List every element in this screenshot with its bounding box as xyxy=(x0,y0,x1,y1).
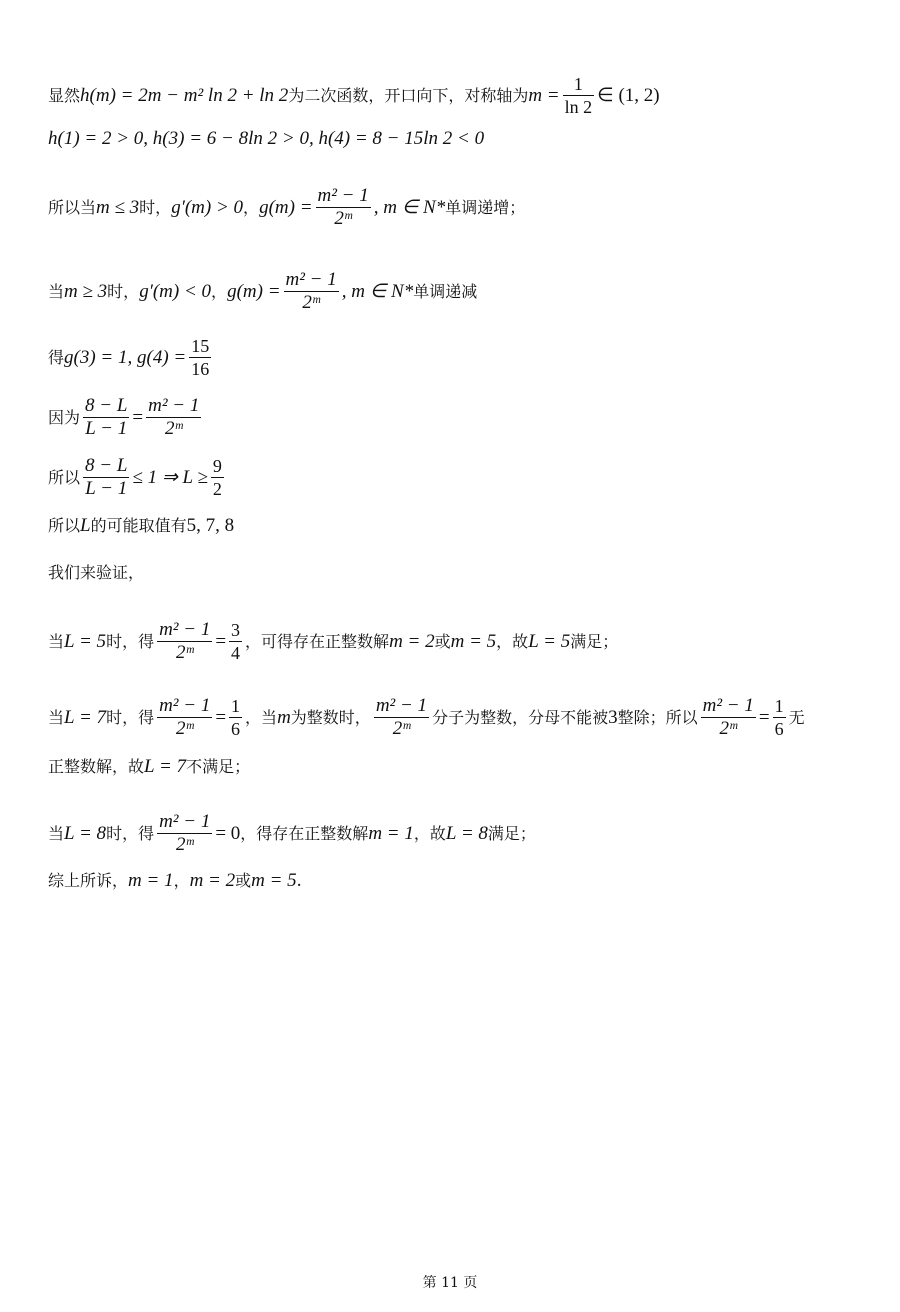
fraction xyxy=(189,336,211,379)
math-expr: ∈ (1, 2) xyxy=(597,84,660,106)
denominator: 2ᵐ xyxy=(175,642,194,663)
text: 时， xyxy=(107,281,140,301)
math-expr: L xyxy=(80,515,91,536)
math-expr: m = 5 xyxy=(251,870,297,891)
denominator: L − 1 xyxy=(85,478,128,499)
fraction xyxy=(229,620,242,663)
math-expr: L = 8 xyxy=(445,822,488,844)
fraction xyxy=(374,696,429,739)
denominator: 2ᵐ xyxy=(175,834,194,855)
math-expr: L = 7 xyxy=(144,756,187,777)
line-summary xyxy=(48,870,860,892)
denominator: 2ᵐ xyxy=(334,208,352,229)
denominator: 16 xyxy=(191,359,210,379)
text: ，得存在正整数解 xyxy=(240,823,369,843)
text: 时，得 xyxy=(106,707,155,727)
numerator: m² − 1 xyxy=(159,695,211,716)
math-expr: L = 5 xyxy=(528,630,571,652)
math-expr: 5, 7, 8 xyxy=(186,515,235,536)
math-expr: = xyxy=(132,406,144,428)
line-g-values xyxy=(48,336,860,379)
numerator: 8 − L xyxy=(85,455,128,476)
numerator: 3 xyxy=(231,620,241,640)
math-expr: , m ∈ N* xyxy=(341,280,414,302)
numerator: 1 xyxy=(573,74,583,94)
math-expr: m ≥ 3 xyxy=(64,280,108,302)
math-expr: g′(m) < 0 xyxy=(139,280,212,302)
fraction xyxy=(83,456,129,499)
text: 当 xyxy=(48,631,65,651)
text: 的可能取值有 xyxy=(90,516,187,535)
numerator: 9 xyxy=(212,456,222,476)
fraction xyxy=(146,396,201,439)
denominator: L − 1 xyxy=(85,418,128,439)
numerator: 15 xyxy=(191,336,210,356)
fraction xyxy=(701,696,756,739)
line-inequality xyxy=(48,456,860,499)
text: 显然 xyxy=(48,85,81,105)
math-expr: m = 1 xyxy=(368,822,414,844)
text: 不满足； xyxy=(186,757,251,776)
text: 所以 xyxy=(48,467,81,487)
text: ，故 xyxy=(413,823,446,843)
line-decreasing xyxy=(48,270,860,313)
text: 无 xyxy=(788,707,805,727)
text: 时， xyxy=(139,197,172,217)
fraction xyxy=(157,696,212,739)
numerator: m² − 1 xyxy=(317,185,369,206)
math-expr: . xyxy=(296,870,302,891)
text: 综上所诉， xyxy=(48,871,129,890)
denominator: ln 2 xyxy=(564,97,593,117)
math-expr: ≤ 1 ⇒ L ≥ xyxy=(132,466,208,488)
line-possible-values xyxy=(48,515,860,537)
math-expr: , m ∈ N* xyxy=(373,196,446,218)
text: 时，得 xyxy=(106,631,155,651)
numerator: m² − 1 xyxy=(159,619,211,640)
text: 满足； xyxy=(570,631,619,651)
text: 因为 xyxy=(48,407,81,427)
fraction xyxy=(316,186,371,229)
numerator: m² − 1 xyxy=(159,811,211,832)
math-expr: = xyxy=(215,630,227,652)
fraction xyxy=(773,696,786,739)
math-expr: g(3) = 1, g(4) = xyxy=(64,346,187,368)
math-expr: g(m) = xyxy=(227,280,281,302)
text: ，可得存在正整数解 xyxy=(245,631,390,651)
fraction xyxy=(157,812,212,855)
fraction xyxy=(157,620,212,663)
math-expr: L = 7 xyxy=(64,706,107,728)
math-expr: m = 2 xyxy=(389,630,435,652)
text: 满足； xyxy=(487,823,536,843)
text: 正整数解，故 xyxy=(48,757,145,776)
denominator: 6 xyxy=(774,719,784,739)
numerator: 1 xyxy=(231,696,241,716)
text: 分子为整数，分母不能被 xyxy=(432,707,609,727)
line-h-values xyxy=(48,128,860,150)
math-expr: h(1) = 2 > 0, h(3) = 6 − 8ln 2 > 0, h(4) = 8 − 15ln 2 < 0 xyxy=(48,128,485,149)
text: ， xyxy=(211,281,228,301)
numerator: 8 − L xyxy=(85,395,128,416)
denominator: 2 xyxy=(212,479,222,499)
text: 单调递增； xyxy=(445,197,526,217)
text: 或 xyxy=(434,631,451,651)
fraction xyxy=(83,396,129,439)
page-number: 第 11 页 xyxy=(422,1275,478,1291)
math-expr: = xyxy=(758,706,770,728)
text: 时，得 xyxy=(106,823,155,843)
numerator: m² − 1 xyxy=(148,395,200,416)
text: 所以 xyxy=(48,516,81,535)
fraction xyxy=(211,456,224,499)
text: ， xyxy=(243,197,260,217)
text: ， xyxy=(173,871,190,890)
text: 或 xyxy=(235,871,252,890)
denominator: 2ᵐ xyxy=(302,292,320,313)
numerator: m² − 1 xyxy=(285,269,337,290)
text: 所以当 xyxy=(48,197,97,217)
text: 当 xyxy=(48,281,65,301)
math-expr: h(m) = 2m − m² ln 2 + ln 2 xyxy=(80,84,289,106)
text: 当 xyxy=(48,707,65,727)
math-expr: m xyxy=(277,706,291,728)
numerator: m² − 1 xyxy=(702,695,754,716)
line-verify xyxy=(48,562,860,584)
line-symmetry-axis xyxy=(48,74,860,117)
denominator: 2ᵐ xyxy=(175,718,194,739)
line-l7-conclusion xyxy=(48,756,860,778)
line-case-l8 xyxy=(48,812,860,855)
denominator: 4 xyxy=(231,643,241,663)
math-expr: L = 5 xyxy=(64,630,107,652)
math-expr: g(m) = xyxy=(259,196,313,218)
text: ，故 xyxy=(496,631,529,651)
numerator: m² − 1 xyxy=(375,695,428,716)
text: 整除；所以 xyxy=(617,707,698,727)
fraction xyxy=(284,270,339,313)
denominator: 2ᵐ xyxy=(719,718,737,739)
text: 为二次函数，开口向下，对称轴为 xyxy=(288,85,529,105)
math-expr: g′(m) > 0 xyxy=(171,196,244,218)
text: 当 xyxy=(48,823,65,843)
text: 单调递减 xyxy=(413,281,478,301)
math-expr: m = 1 xyxy=(128,870,174,891)
line-because xyxy=(48,396,860,439)
math-expr: m = 2 xyxy=(189,870,236,891)
math-expr: m ≤ 3 xyxy=(96,196,140,218)
line-case-l7 xyxy=(48,696,860,739)
numerator: 1 xyxy=(774,696,784,716)
math-expr: 3 xyxy=(608,706,618,728)
math-expr: = 0 xyxy=(215,822,241,844)
text: 我们来验证， xyxy=(48,563,145,582)
text: 为整数时， xyxy=(290,707,371,727)
fraction xyxy=(563,74,595,117)
denominator: 6 xyxy=(231,719,241,739)
fraction xyxy=(229,696,242,739)
math-expr: = xyxy=(215,706,227,728)
text: 得 xyxy=(48,347,65,367)
math-expr: m = xyxy=(528,84,560,106)
line-increasing xyxy=(48,186,860,229)
math-expr: m = 5 xyxy=(450,630,497,652)
text: ，当 xyxy=(245,707,278,727)
line-case-l5 xyxy=(48,620,860,663)
math-expr: L = 8 xyxy=(64,822,107,844)
denominator: 2ᵐ xyxy=(165,418,183,439)
denominator: 2ᵐ xyxy=(392,718,411,739)
